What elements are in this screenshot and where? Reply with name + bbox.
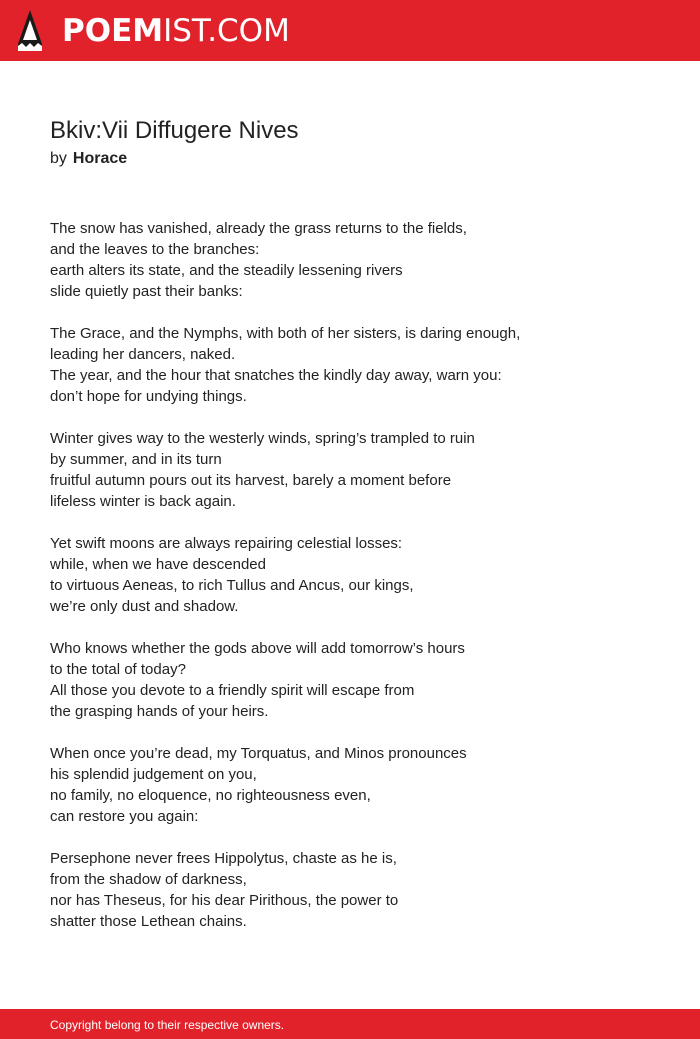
logo-brand-bold: POEM (62, 13, 164, 49)
poem-line: by summer, and in its turn (50, 451, 222, 468)
poem-line: can restore you again: (50, 808, 199, 825)
poem-line: and the leaves to the branches: (50, 241, 260, 258)
header-bar (0, 0, 700, 61)
author-name: Horace (72, 150, 128, 167)
stanza (50, 323, 670, 407)
footer-bar (0, 1009, 700, 1039)
poem-line: slide quietly past their banks: (50, 283, 243, 300)
poem-line: from the shadow of darkness, (50, 871, 247, 888)
stanza (50, 218, 670, 302)
stanza (50, 743, 670, 827)
poem-line: Yet swift moons are always repairing celestial losses: (50, 535, 403, 552)
poem-line: lifeless winter is back again. (50, 493, 236, 510)
poem-line: we’re only dust and shadow. (50, 598, 239, 615)
poem-line: to virtuous Aeneas, to rich Tullus and Ancus, our kings, (50, 577, 414, 594)
logo-brand-light: IST.COM (163, 13, 290, 49)
poem-line: the grasping hands of your heirs. (50, 703, 269, 720)
poem-line: fruitful autumn pours out its harvest, barely a moment before (50, 472, 452, 489)
poem-line: When once you’re dead, my Torquatus, and Minos pronounces (50, 745, 467, 762)
poem-line: Winter gives way to the westerly winds, spring’s trampled to ruin (50, 430, 475, 447)
stanza (50, 533, 670, 617)
poem-line: The year, and the hour that snatches the kindly day away, warn you: (50, 367, 502, 384)
copyright-notice: Copyright belong to their respective owners. (50, 1018, 285, 1032)
poem-line: no family, no eloquence, no righteousness even, (50, 787, 371, 804)
poem-line: to the total of today? (50, 661, 186, 678)
poem-line: Who knows whether the gods above will add tomorrow’s hours (50, 640, 465, 657)
poem-body (50, 218, 670, 953)
pen-nib-icon (18, 10, 42, 51)
poem-line: nor has Theseus, for his dear Pirithous, the power to (50, 892, 399, 909)
poem-title: Bkiv:Vii Diffugere Nives (50, 117, 299, 144)
poem-line: The Grace, and the Nymphs, with both of her sisters, is daring enough, (50, 325, 521, 342)
poem-line: don’t hope for undying things. (50, 388, 247, 405)
poem-line: Persephone never frees Hippolytus, chaste as he is, (50, 850, 397, 867)
poem-line: The snow has vanished, already the grass returns to the fields, (50, 220, 467, 237)
poem-line: earth alters its state, and the steadily lessening rivers (50, 262, 403, 279)
stanza (50, 848, 670, 932)
poem-line: All those you devote to a friendly spirit will escape from (50, 682, 415, 699)
poem-line: shatter those Lethean chains. (50, 913, 247, 930)
stanza (50, 638, 670, 722)
byline (50, 148, 127, 170)
by-label: by (50, 150, 67, 167)
site-logo[interactable] (62, 12, 290, 50)
poem-line: while, when we have descended (50, 556, 266, 573)
poem-line: his splendid judgement on you, (50, 766, 257, 783)
stanza (50, 428, 670, 512)
poem-line: leading her dancers, naked. (50, 346, 236, 363)
